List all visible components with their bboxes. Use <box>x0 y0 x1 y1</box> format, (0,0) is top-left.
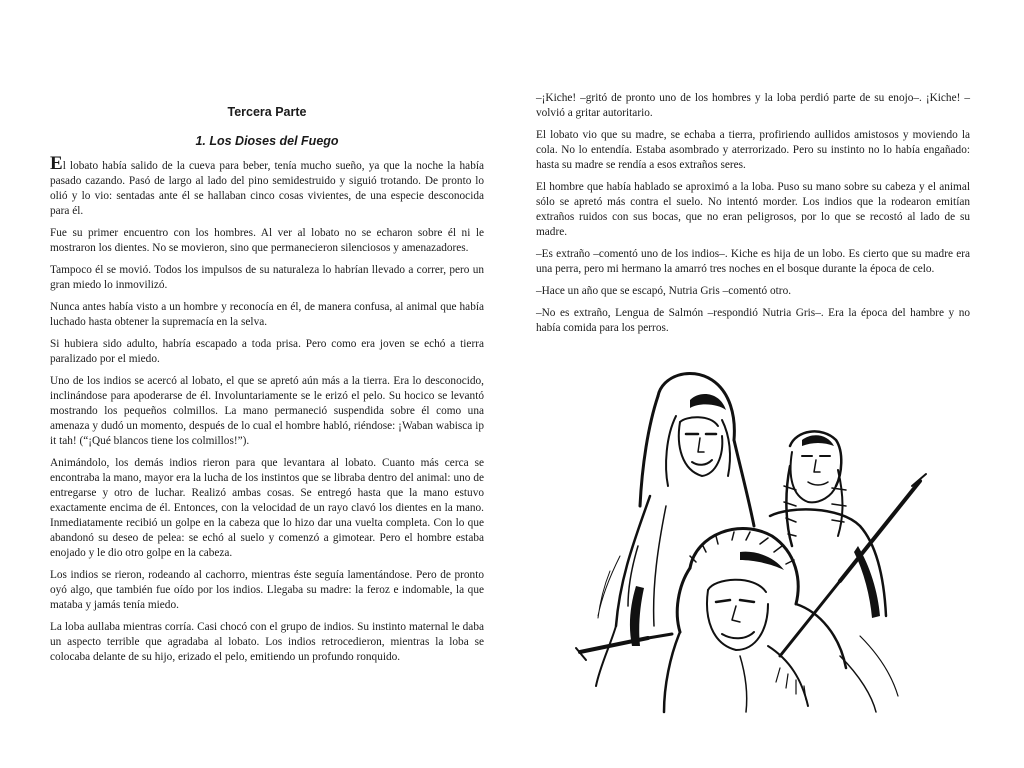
paragraph: El lobato vio que su madre, se echaba a tierra, profiriendo aullidos amistosos y moviendo la cola. No lo entendía. Estaba asombrado y aterrorizado. Pero su instinto no lo había engañado: hasta su madre se rendía a esos extraños seres. <box>536 129 970 171</box>
paragraph: Los indios se rieron, rodeando al cachorro, mientras éste seguía lamentándose. Pero de pronto oyó algo, que también fue oído por los indios. Llegaba su madre: la feroz e indomable, la que mataba y jamás tenía miedo. <box>50 569 484 611</box>
paragraph: –Hace un año que se escapó, Nutria Gris –comentó otro. <box>536 285 792 297</box>
paragraph: Animándolo, los demás indios rieron para que levantara al lobato. Cuanto más cerca se encontraba la mano, mayor era la lucha de los instintos que se libraba dentro del animal: uno de entregarse y otro de luchar. Realizó ambas cosas. Se entregó hasta que la mano estuvo exactamente encima de él. Entonces, con la velocidad de un rayo clavó los dientes en la mano. Inmediatamente recibió un golpe en la cabeza que lo hizo dar una vuelta completa. Con lo que abandonó su deseo de pelea: se echó al suelo y comenzó a gimotear. Pero el hombre estaba enojado y le dio otro golpe en la cabeza. <box>50 457 484 559</box>
paragraph: El hombre que había hablado se aproximó a la loba. Puso su mano sobre su cabeza y el animal sólo se apretó más contra el suelo. No intentó morder. Los indios que la rodearon emitían extraños ruidos con sus bocas, que no eran peligrosos, por lo que se recostó al lado de su madre. <box>536 181 970 238</box>
paragraph: –No es extraño, Lengua de Salmón –respondió Nutria Gris–. Era la época del hambre y no había comida para los perros. <box>536 307 970 334</box>
paragraph: Tampoco él se movió. Todos los impulsos de su naturaleza lo habrían llevado a correr, pero un gran miedo lo inmovilizó. <box>50 264 484 291</box>
paragraph: Uno de los indios se acercó al lobato, el que se apretó aún más a la tierra. Era lo desconocido, inclinándose para apoderarse de él. Involuntariamente se le erizó el pelo. Su hocico se levantó mostrando los pequeños colmillos. La mano permaneció suspendida sobre él como una amenaza y dudó un momento, después de lo cual el hombre habló, riéndose: ¡Waban wabisca ip it tah! (“¡Qué blancos tiene los colmillos!”). <box>50 375 484 447</box>
paragraph: La loba aullaba mientras corría. Casi chocó con el grupo de indios. Su instinto maternal le daba un aspecto terrible que agradaba al lobato. Los indios retrocedieron, mientras la loba se colocaba delante de su hijo, erizado el pelo, emitiendo un profundo ronquido. <box>50 621 484 663</box>
first-paragraph-text: l lobato había salido de la cueva para beber, tenía mucho sueño, ya que la noche la había pasado cazando. Pasó de largo al lado del pino semidestruido y siguió trotando. De pronto lo olió y lo vio: sentadas ante él se hallaban cinco cosas vivientes, de una especie desconocida para él. <box>50 160 484 217</box>
paragraph: Nunca antes había visto a un hombre y reconocía en él, de manera confusa, al animal que había luchado hasta obtener la supremacía en la selva. <box>50 301 484 328</box>
chapter-title: 1. Los Dioses del Fuego <box>195 134 339 148</box>
left-column <box>50 104 484 672</box>
indigenous-men-drawing-icon <box>540 356 968 716</box>
paragraph: Fue su primer encuentro con los hombres. Al ver al lobato no se echaron sobre él ni le mostraron los dientes. No se movieron, sino que permanecieron silenciosos y amenazadores. <box>50 227 484 254</box>
paragraph: –¡Kiche! –gritó de pronto uno de los hombres y la loba perdió parte de su enojo–. ¡Kiche! –volvió a gritar autoritario. <box>536 92 970 119</box>
first-paragraph <box>50 153 484 219</box>
right-column <box>536 91 970 343</box>
part-title: Tercera Parte <box>227 105 307 119</box>
drop-cap: E <box>50 153 63 174</box>
paragraph: Si hubiera sido adulto, habría escapado a toda prisa. Pero como era joven se echó a tierra paralizado por el miedo. <box>50 338 484 365</box>
illustration <box>540 356 968 716</box>
paragraph: –Es extraño –comentó uno de los indios–. Kiche es hija de un lobo. Es cierto que su madre era una perra, pero mi hermano la amarró tres noches en el bosque durante la época de celo. <box>536 248 970 275</box>
